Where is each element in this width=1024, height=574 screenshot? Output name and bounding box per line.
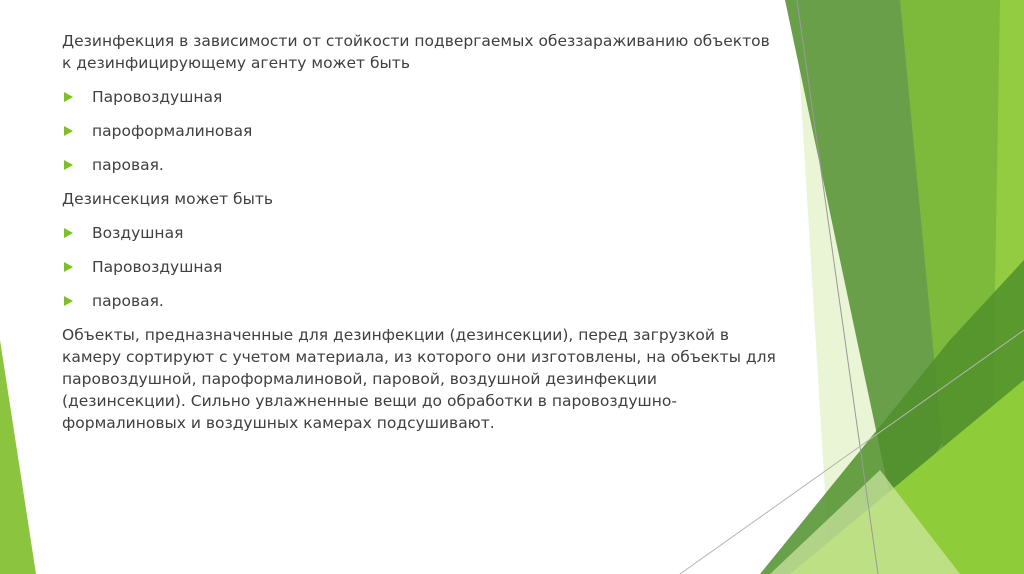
triangle-bullet-icon — [64, 92, 73, 102]
triangle-bullet-icon — [64, 126, 73, 136]
list-item — [62, 256, 782, 278]
list-item-label: паровая. — [92, 156, 164, 174]
triangle-bullet-icon — [64, 228, 73, 238]
list-item — [62, 154, 782, 176]
list-item-label: Воздушная — [92, 224, 184, 242]
intro-paragraph: Дезинфекция в зависимости от стойкости подвергаемых обеззараживанию объектов к дезинфицирующему агенту может быть — [62, 32, 770, 72]
triangle-bullet-icon — [64, 262, 73, 272]
disinfection-list — [62, 86, 782, 176]
slide-content — [62, 30, 782, 446]
disinsection-list — [62, 222, 782, 312]
left-green-shape — [0, 340, 36, 574]
list-item-label: Паровоздушная — [92, 88, 223, 106]
list-item — [62, 222, 782, 244]
list-item — [62, 86, 782, 108]
triangle-bullet-icon — [64, 296, 73, 306]
list-item — [62, 290, 782, 312]
list-item-label: Паровоздушная — [92, 258, 223, 276]
list-item-label: пароформалиновая — [92, 122, 253, 140]
triangle-bullet-icon — [64, 160, 73, 170]
disinsection-heading: Дезинсекция может быть — [62, 190, 273, 208]
list-item-label: паровая. — [92, 292, 164, 310]
list-item — [62, 120, 782, 142]
closing-paragraph: Объекты, предназначенные для дезинфекции (дезинсекции), перед загрузкой в камеру сортируют с учетом материала, из которого они изготовлены, на объекты для паровоздушной, пароформалиновой, паровой, воздушной дезинфекции (дезинсекции). Сильно увлажненные вещи до обработки в паровоздушно-формалиновых и воздушных камерах подсушивают. — [62, 326, 776, 432]
